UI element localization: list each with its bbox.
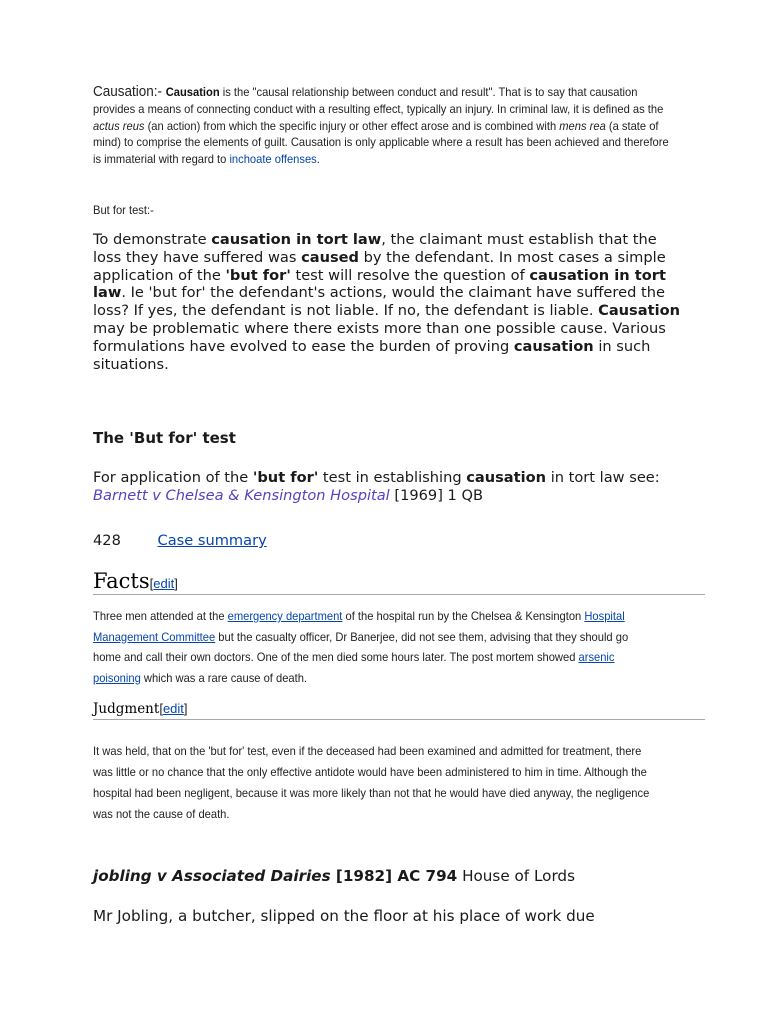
judgment-title: Judgment: [93, 701, 160, 717]
tort-text-2: , the claimant must establish that the loss they have suffered was: [93, 231, 657, 266]
facts-divider: [93, 594, 705, 595]
application-text-1: For application of the: [93, 469, 253, 486]
facts-paragraph: [93, 606, 656, 688]
tort-text-1: To demonstrate: [93, 231, 212, 248]
causation-lead: Causation:-: [93, 84, 166, 100]
application-paragraph: [93, 469, 683, 505]
emergency-department-link[interactable]: emergency department: [227, 609, 343, 623]
case-summary-link[interactable]: Case summary: [157, 532, 267, 549]
judgment-heading: [93, 700, 188, 718]
arsenic-poisoning-link[interactable]: arsenic poisoning: [93, 650, 615, 685]
judgment-paragraph: It was held, that on the 'but for' test, even if the deceased had been examined and admitted for treatment, there was little or no chance that the only effective antidote would have been administered to him in time. Although the hospital had been negligent, because it was more likely than not that he would have died anyway, the negligence was not the cause of death.: [93, 744, 650, 821]
judgment-edit-bracket-open: [: [159, 701, 163, 716]
application-bold-1: 'but for': [252, 469, 319, 486]
causation-text-1: is the "causal relationship between conduct and result". That is to say that causation provides a means of connecting conduct with a resulting effect, typically an injury. In criminal law, it is defined as the: [93, 85, 664, 116]
tort-text-3: by the defendant. In most cases a simple application of the: [93, 248, 666, 284]
facts-edit-link[interactable]: edit: [153, 576, 175, 591]
causation-paragraph: [93, 84, 670, 168]
but-for-label: But for test:-: [93, 203, 154, 217]
tort-bold-1: causation in tort law: [211, 231, 382, 248]
tort-bold-2: caused: [301, 248, 359, 266]
hospital-management-committee-link[interactable]: Hospital Management Committee: [93, 609, 625, 644]
tort-bold-5: Causation: [598, 302, 680, 320]
tort-text-5: . Ie 'but for' the defendant's actions, would the claimant have suffered the loss? If yes, the defendant is not liable. If no, the defendant is liable.: [93, 284, 665, 320]
jobling-court: House of Lords: [457, 867, 575, 885]
tort-bold-3: 'but for': [225, 266, 291, 284]
barnett-case-link[interactable]: Barnett v Chelsea & Kensington Hospital: [93, 486, 390, 504]
jobling-case-title: jobling v Associated Dairies: [93, 867, 331, 885]
but-for-heading: The 'But for' test: [93, 429, 236, 447]
facts-edit-bracket-open: [: [149, 576, 154, 591]
facts-text-1: Three men attended at the: [93, 609, 228, 623]
causation-text-3: (a state of mind) to comprise the elements of guilt. Causation is only applicable where a result has been achieved and therefore is immaterial with regard to: [93, 118, 669, 167]
judgment-edit-bracket-close: ]: [183, 701, 188, 716]
tort-bold-6: causation: [513, 337, 594, 355]
judgment-divider: [93, 719, 705, 720]
application-text-2: test in establishing: [318, 469, 467, 486]
citation-line: [93, 532, 267, 550]
jobling-citation: [1982] AC 794: [330, 867, 458, 885]
barnett-citation: [1969] 1 QB: [389, 486, 483, 504]
tort-causation-paragraph: [93, 231, 683, 373]
facts-heading: [93, 569, 178, 596]
tort-text-6: may be problematic where there exists more than one possible cause. Various formulations have evolved to ease the burden of proving: [93, 319, 666, 355]
barnett-citation-page: 428: [93, 532, 121, 549]
tort-text-7: in such situations.: [93, 337, 651, 373]
causation-term: Causation: [165, 85, 220, 99]
tort-bold-4: causation in tort law: [93, 266, 666, 302]
facts-text-4: which was a rare cause of death.: [140, 670, 308, 685]
inchoate-offenses-link[interactable]: inchoate offenses: [229, 152, 317, 167]
tort-text-4: test will resolve the question of: [290, 266, 530, 284]
facts-title: Facts: [93, 569, 150, 593]
facts-text-2: of the hospital run by the Chelsea & Kensington: [342, 609, 585, 623]
mens-rea-term: mens rea: [559, 118, 606, 133]
application-bold-2: causation: [466, 469, 547, 486]
jobling-paragraph: Mr Jobling, a butcher, slipped on the floor at his place of work due: [93, 907, 595, 925]
facts-edit-bracket-close: ]: [174, 576, 178, 591]
jobling-heading: [93, 868, 693, 886]
causation-text-4: .: [316, 152, 320, 167]
causation-text-2: (an action) from which the specific injury or other effect arose and is combined with: [144, 118, 560, 133]
application-text-3: in tort law see:: [546, 469, 660, 486]
judgment-edit-link[interactable]: edit: [162, 701, 184, 716]
facts-text-3: but the casualty officer, Dr Banerjee, did not see them, advising that they should go home and call their own doctors. One of the men died some hours later. The post mortem showed: [93, 629, 629, 664]
actus-reus-term: actus reus: [93, 118, 145, 133]
